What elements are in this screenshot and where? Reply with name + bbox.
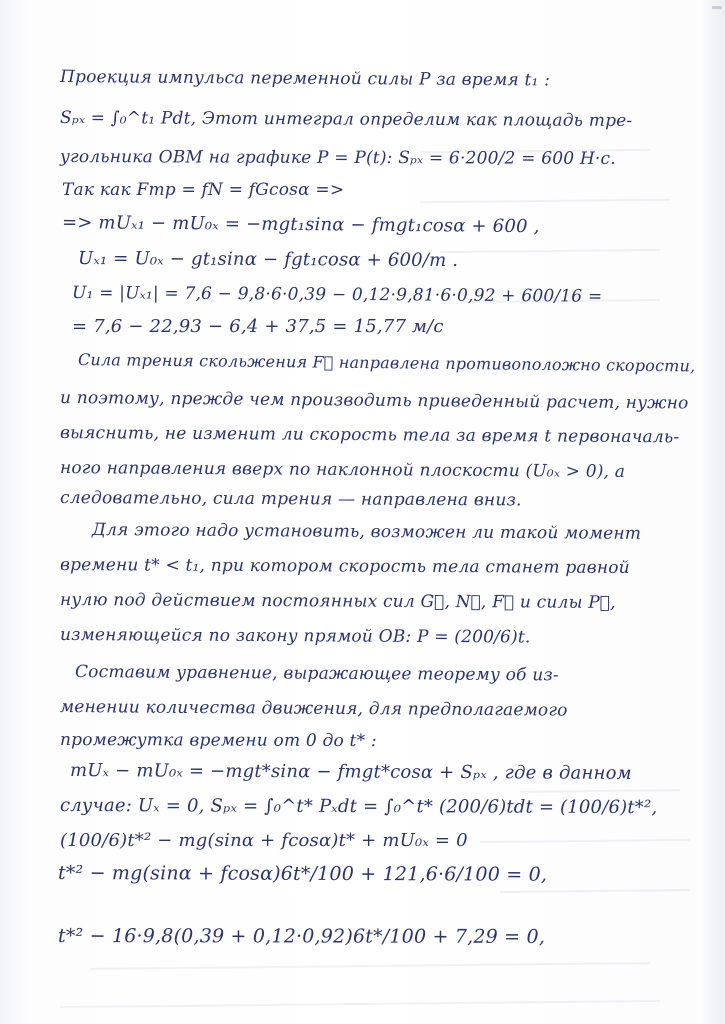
- text-line-2: Sₚₓ = ∫₀^t₁ Pdt, Этот интеграл определим как площадь тре-: [59, 108, 633, 131]
- text-line-9: Сила трения скольжения F⃗ направлена противоположно скорости,: [77, 350, 696, 376]
- text-line-8: = 7,6 − 22,93 − 6,4 + 37,5 = 15,77 м/c: [72, 316, 444, 337]
- text-line-18: Составим уравнение, выражающее теорему об из-: [74, 662, 559, 686]
- text-line-25: t*² − 16·9,8(0,39 + 0,12·0,92)6t*/100 + 7,29 = 0,: [57, 925, 546, 948]
- text-line-13: следовательно, сила трения — направлена вниз.: [59, 488, 522, 511]
- text-line-11: выяснить, не изменит ли скорость тела за время t первоначаль-: [59, 423, 680, 448]
- text-line-3: угольника OBM на графике P = P(t): Sₚₓ = 6·200/2 = 600 H·c.: [59, 147, 616, 169]
- text-line-7: U₁ = |Uₓ₁| = 7,6 − 9,8·6·0,39 − 0,12·9,81·6·0,92 + 600/16 =: [71, 283, 603, 307]
- text-line-20: промежутка времени от 0 до t* :: [59, 730, 377, 752]
- text-line-17: изменяющейся по закону прямой OB: P = (200/6)t.: [59, 625, 531, 648]
- text-line-22: случае: Uₓ = 0, Sₚₓ = ∫₀^t* Pₓdt = ∫₀^t* (200/6)tdt = (100/6)t*²,: [59, 795, 658, 819]
- text-line-1: Проекция импульса переменной силы P за время t₁ :: [59, 67, 551, 91]
- text-line-5: => mUₓ₁ − mU₀ₓ = −mgt₁sinα − fmgt₁cosα + 600 ,: [61, 212, 540, 238]
- text-line-4: Так как Fтр = fN = fGcosα =>: [62, 180, 345, 200]
- text-line-16: нулю под действием постоянных сил G⃗, N⃗, F⃗ и силы P⃗,: [59, 590, 616, 613]
- text-line-10: и поэтому, прежде чем производить приведенный расчет, нужно: [59, 388, 689, 414]
- text-line-14: Для этого надо установить, возможен ли такой момент: [91, 520, 642, 544]
- text-line-6: Uₓ₁ = U₀ₓ − gt₁sinα − fgt₁cosα + 600/m .: [77, 248, 459, 271]
- text-line-23: (100/6)t*² − mg(sinα + fcosα)t* + mU₀ₓ = 0: [60, 830, 468, 851]
- text-line-15: времени t* < t₁, при котором скорость тела станет равной: [59, 555, 630, 578]
- text-line-19: менении количества движения, для предполагаемого: [59, 697, 568, 721]
- text-line-21: mUₓ − mU₀ₓ = −mgt*sinα − fmgt*cosα + Sₚₓ , где в данном: [69, 760, 632, 784]
- text-line-24: t*² − mg(sinα + fcosα)6t*/100 + 121,6·6/100 = 0,: [57, 862, 548, 886]
- text-line-12: ного направления вверх по наклонной плоскости (U₀ₓ > 0), а: [59, 458, 626, 482]
